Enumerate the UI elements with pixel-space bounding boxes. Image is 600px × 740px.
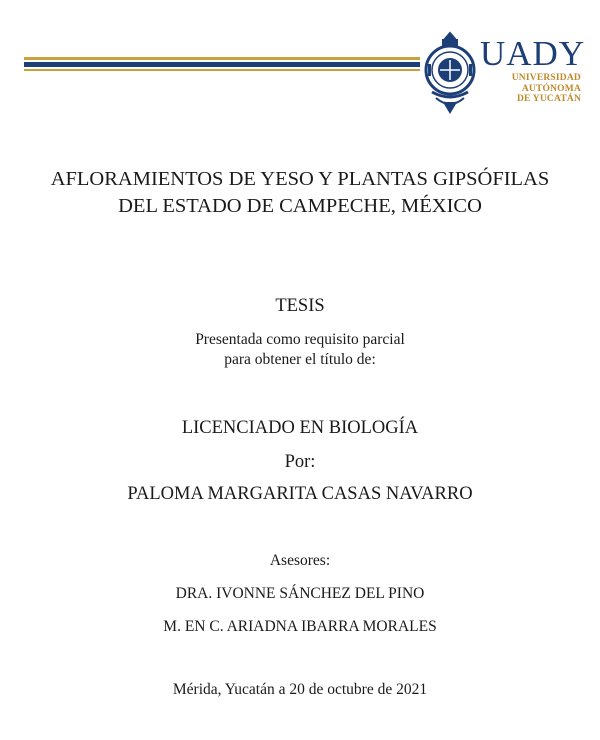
requirement-line-1: Presentada como requisito parcial [195, 331, 405, 348]
header-rule-gold [24, 57, 420, 60]
by-label: Por: [284, 452, 316, 472]
degree-name: LICENCIADO EN BIOLOGÍA [181, 418, 419, 438]
advisor-2: M. EN C. ARIADNA IBARRA MORALES [163, 618, 437, 635]
requirement-text [0, 330, 600, 370]
place-date: Mérida, Yucatán a 20 de octubre de 2021 [172, 681, 428, 698]
university-name-line-3: DE YUCATÁN [516, 94, 581, 104]
uady-logo-text: UADY [480, 34, 586, 73]
university-name-line-1: UNIVERSIDAD [511, 73, 581, 83]
header-rule-gold-thin [24, 69, 420, 71]
thesis-title [0, 166, 600, 220]
thesis-title-line-1: AFLORAMIENTOS DE YESO Y PLANTAS GIPSÓFILAS [50, 168, 550, 190]
requirement-line-2: para obtener el título de: [224, 351, 376, 368]
header-rule-blue [24, 62, 420, 67]
advisor-1: DRA. IVONNE SÁNCHEZ DEL PINO [175, 585, 425, 602]
author-name: PALOMA MARGARITA CASAS NAVARRO [127, 484, 473, 504]
header [0, 0, 600, 125]
thesis-title-line-2: DEL ESTADO DE CAMPECHE, MÉXICO [118, 195, 482, 217]
uady-seal-icon [422, 30, 478, 114]
university-name-line-2: AUTÓNOMA [521, 83, 581, 94]
university-name [471, 73, 581, 105]
thesis-label: TESIS [275, 296, 325, 316]
advisors-label: Asesores: [269, 552, 331, 569]
